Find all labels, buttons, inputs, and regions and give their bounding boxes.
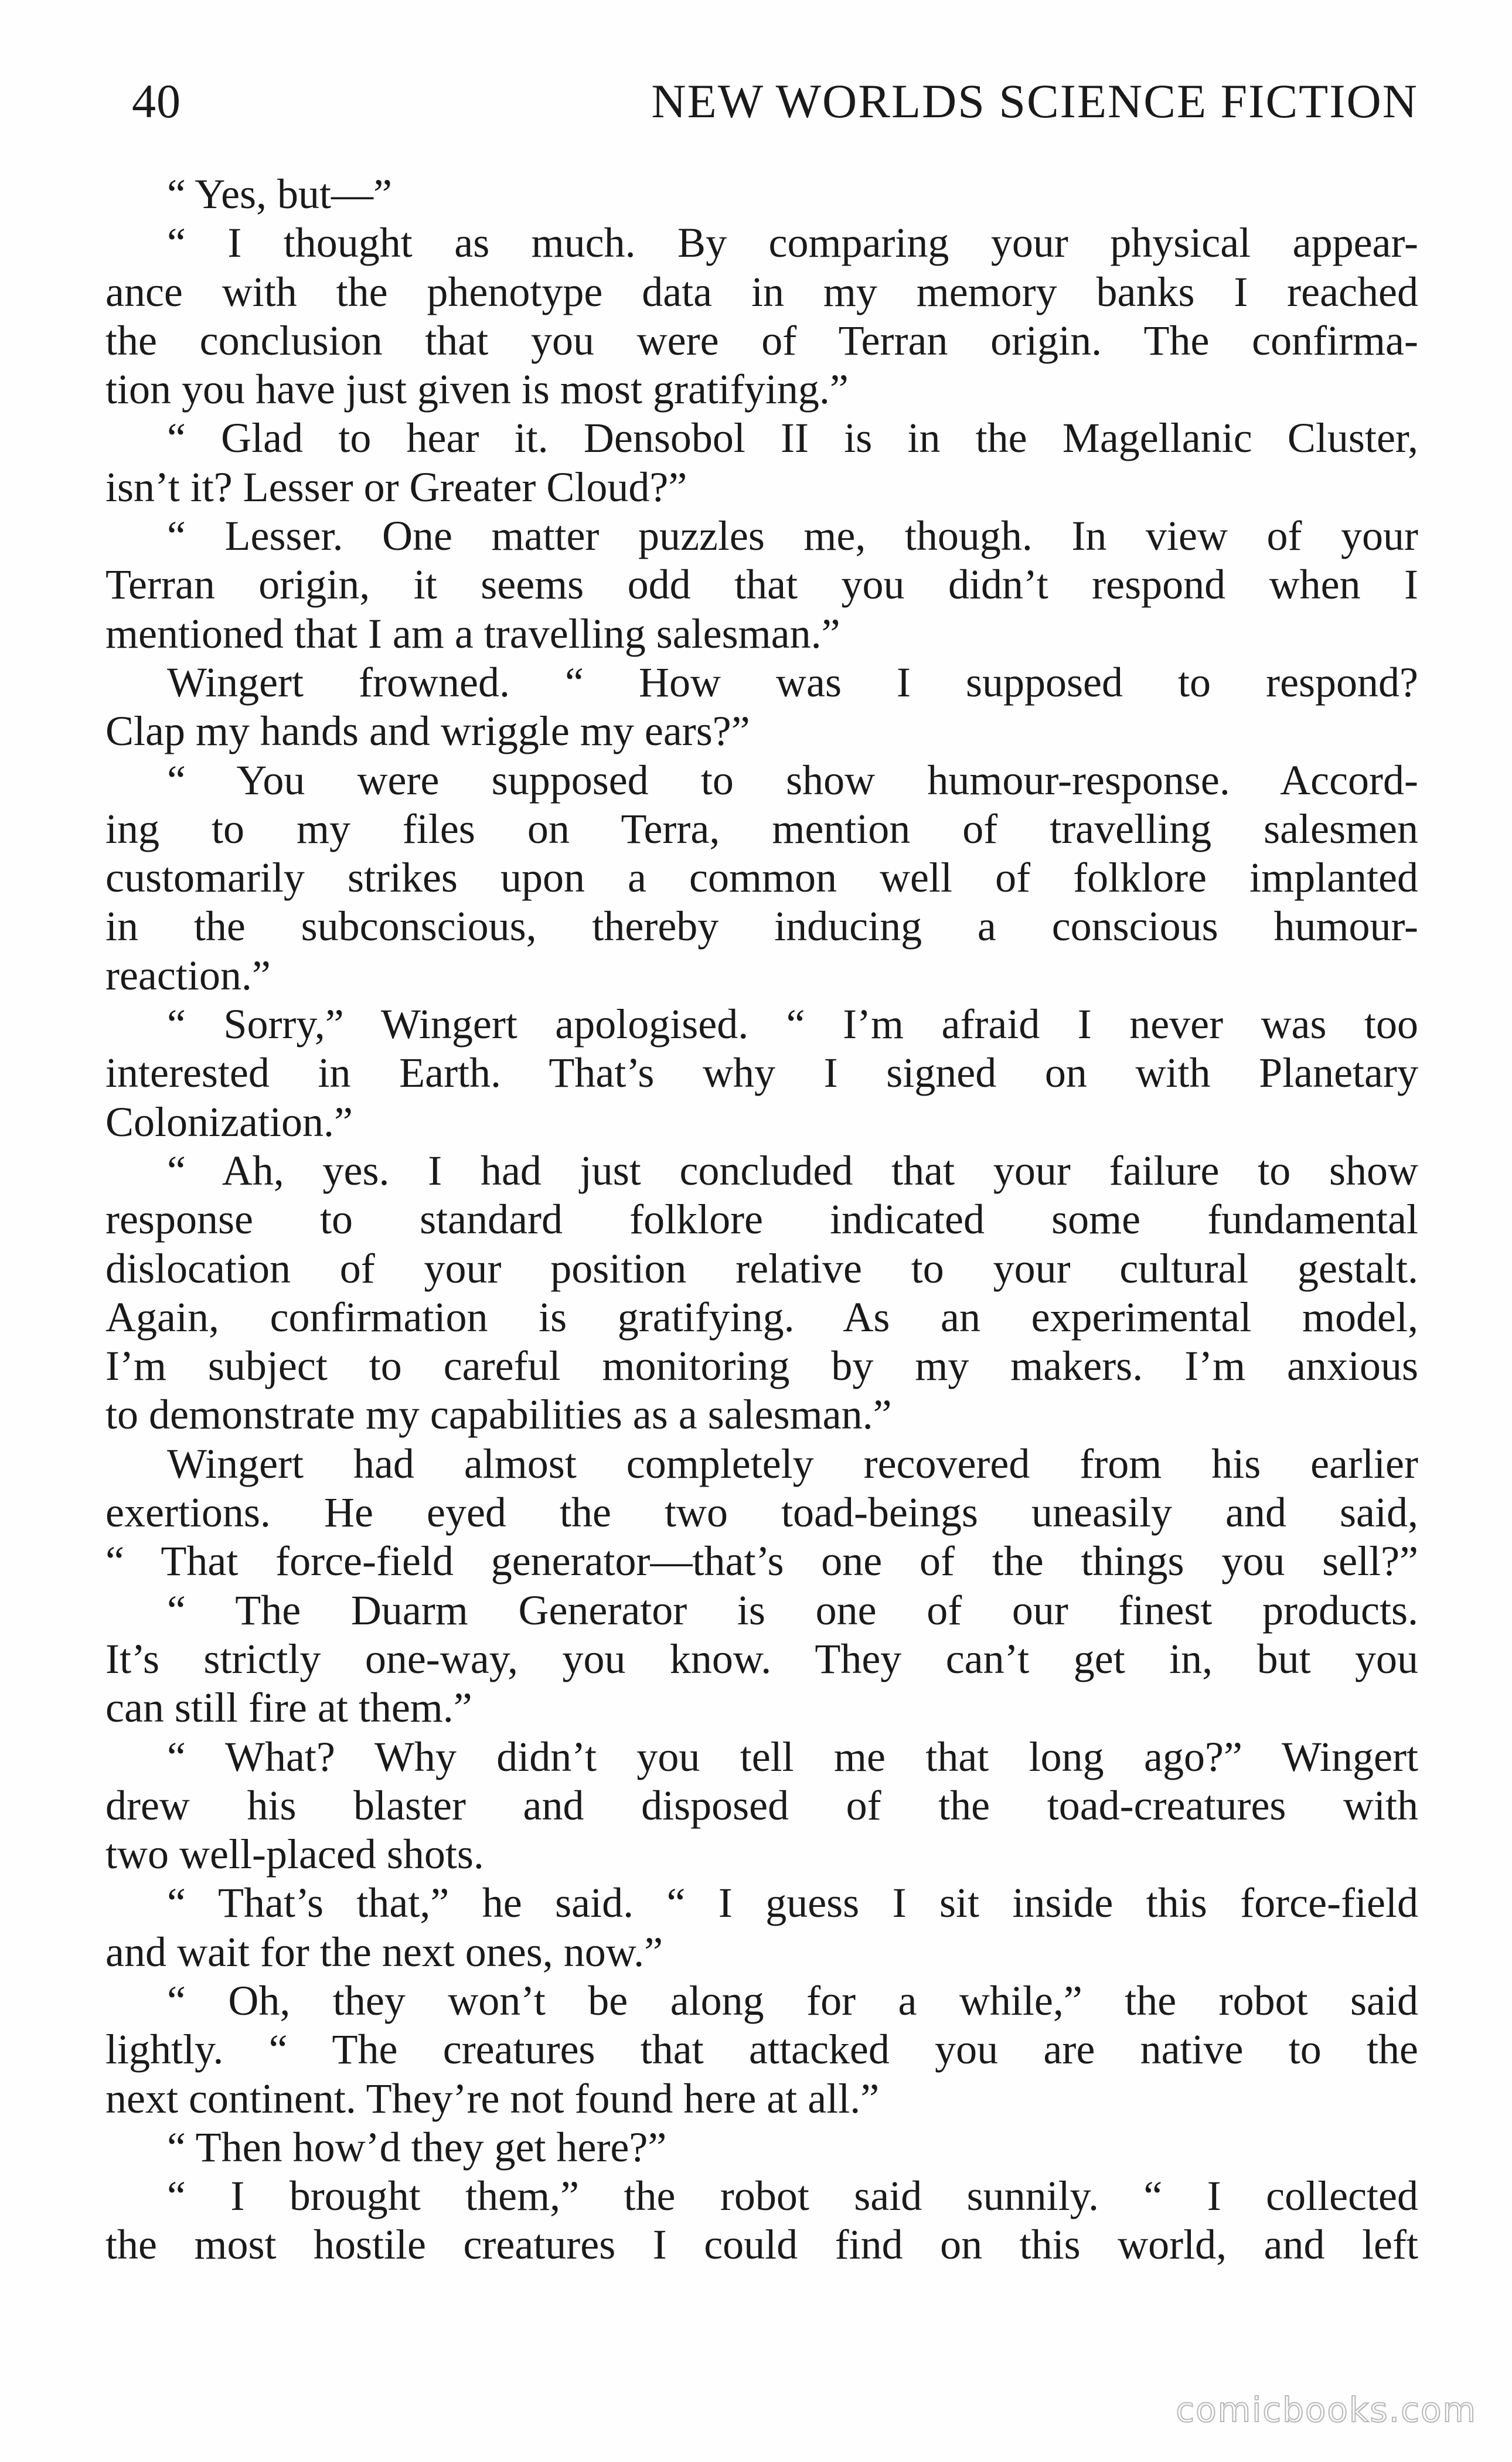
text-line: can still fire at them.” [105,1684,472,1732]
text-line: to demonstrate my capabilities as a salesman.” [105,1391,892,1439]
text-line: ing to my files on Terra, mention of travelling salesmen [105,805,1418,852]
text-line: “ Then how’d they get here?” [167,2123,667,2171]
text-line: lightly. “ The creatures that attacked you are native to the [105,2026,1418,2073]
text-line: mentioned that I am a travelling salesman.” [105,610,840,657]
text-line: Wingert frowned. “ How was I supposed to respond? [167,658,1418,706]
text-line: the most hostile creatures I could find on this world, and left [105,2221,1418,2269]
text-line: Terran origin, it seems odd that you didn’t respond when I [105,561,1418,608]
text-line: Clap my hands and wriggle my ears?” [105,708,750,755]
text-line: “ Sorry,” Wingert apologised. “ I’m afraid I never was too [167,1001,1418,1048]
text-line: “ The Duarm Generator is one of our finest products. [167,1586,1418,1634]
text-line: two well-placed shots. [105,1831,484,1878]
text-line: “ That’s that,” he said. “ I guess I sit inside this force-field [167,1879,1418,1927]
watermark-logo: comicbooks.com [1176,2390,1477,2430]
text-line: isn’t it? Lesser or Greater Cloud?” [105,463,687,511]
page-header [132,69,1418,134]
text-line: “ Lesser. One matter puzzles me, though. In view of your [167,512,1418,560]
running-title: NEW WORLDS SCIENCE FICTION [651,74,1418,128]
text-line: customarily strikes upon a common well of folklore implanted [105,854,1418,902]
text-line: “ I brought them,” the robot said sunnily. “ I collected [167,2172,1418,2220]
text-line: reaction.” [105,951,271,999]
story-text [105,170,1418,2270]
text-line: “ You were supposed to show humour-response. Accord- [167,756,1418,804]
text-line: Colonization.” [105,1098,353,1145]
text-line: ance with the phenotype data in my memory banks I reached [105,268,1418,315]
text-line: “ I thought as much. By comparing your physical appear- [167,219,1418,267]
text-line: Again, confirmation is gratifying. As an experimental model, [105,1293,1418,1341]
text-line: I’m subject to careful monitoring by my makers. I’m anxious [105,1342,1418,1390]
text-line: the conclusion that you were of Terran origin. The confirma- [105,317,1418,364]
text-line: “ That force-field generator—that’s one of the things you sell?” [105,1538,1418,1585]
text-line: “ What? Why didn’t you tell me that long ago?” Wingert [167,1733,1418,1780]
text-line: next continent. They’re not found here at all.” [105,2075,880,2122]
text-line: dislocation of your position relative to your cultural gestalt. [105,1244,1418,1292]
text-line: response to standard folklore indicated some fundamental [105,1196,1418,1243]
text-line: interested in Earth. That’s why I signed on with Planetary [105,1049,1418,1097]
text-line: “ Oh, they won’t be along for a while,” the robot said [167,1977,1418,2024]
text-line: “ Glad to hear it. Densobol II is in the Magellanic Cluster, [167,414,1418,462]
text-line: tion you have just given is most gratifying.” [105,366,849,413]
text-line: “ Ah, yes. I had just concluded that your failure to show [167,1147,1418,1194]
text-line: It’s strictly one-way, you know. They can’t get in, but you [105,1635,1418,1682]
text-line: “ Yes, but—” [167,171,393,217]
text-line: exertions. He eyed the two toad-beings uneasily and said, [105,1489,1418,1536]
text-line: Wingert had almost completely recovered from his earlier [167,1440,1418,1487]
text-line: in the subconscious, thereby inducing a conscious humour- [105,903,1418,950]
text-line: drew his blaster and disposed of the toad-creatures with [105,1781,1418,1829]
page-number: 40 [132,74,181,128]
text-line: and wait for the next ones, now.” [105,1928,663,1975]
